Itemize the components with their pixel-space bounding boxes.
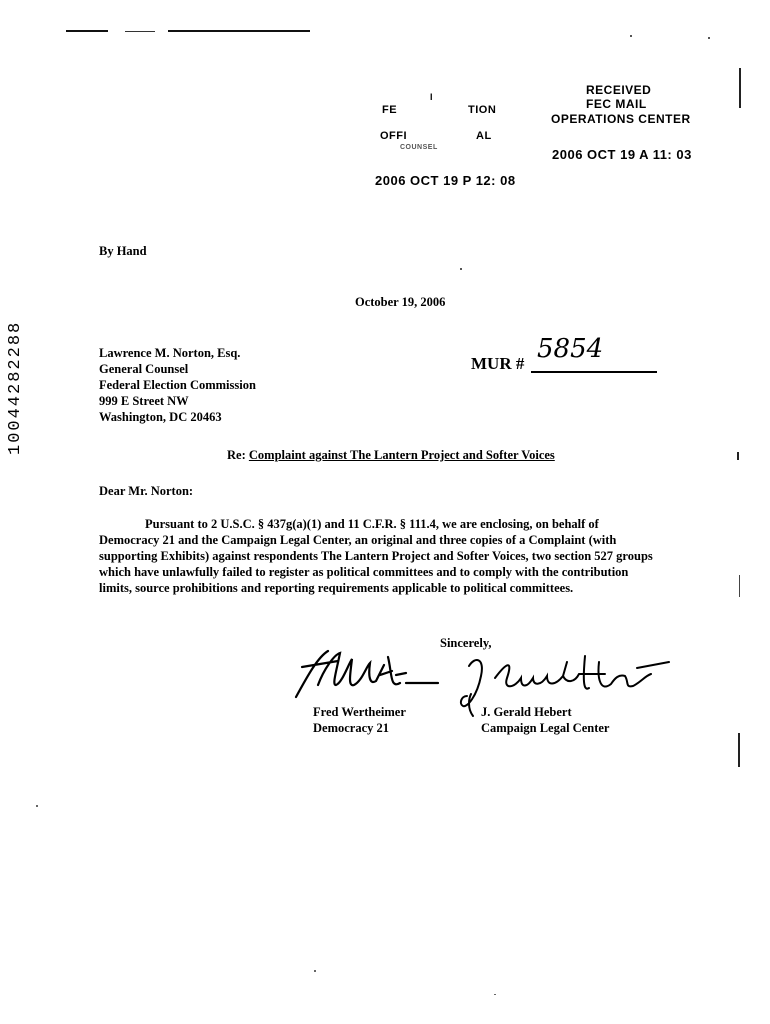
body-paragraph: Pursuant to 2 U.S.C. § 437g(a)(1) and 11 C.F.R. § 111.4, we are enclosing, on behalf of Democracy 21 and the Campaign Legal Center, an original and three copies of a Complaint (with supporting Exhibits) against respondents The Lantern Project and Softer Voices, two section 527 groups which have unlawfully failed to register as political committees and to comply with the contribution limits, source prohibitions and reporting requirements applicable to political committees.: [99, 517, 653, 595]
mur-underline: [531, 371, 657, 373]
received-stamp-line2: FEC MAIL: [586, 97, 647, 111]
scan-speck: [314, 970, 316, 972]
delivery-method: By Hand: [99, 244, 147, 258]
recipient-org: Federal Election Commission: [99, 378, 256, 392]
mur-label: MUR #: [471, 354, 525, 373]
re-prefix: Re:: [227, 448, 246, 462]
signer-2: [481, 704, 609, 736]
scan-mark: [738, 733, 740, 767]
header-rule-right: [168, 30, 310, 32]
document-id: 10044282288: [6, 320, 25, 455]
fec-counsel-date: 2006 OCT 19 P 12: 08: [375, 173, 516, 188]
scan-speck: [630, 35, 632, 37]
stamp-fec-line3: COUNSEL: [400, 144, 438, 151]
signature-wertheimer: [288, 645, 448, 705]
scan-mark: [737, 452, 739, 460]
signer-1-org: Democracy 21: [313, 721, 390, 735]
recipient-street: 999 E Street NW: [99, 394, 189, 408]
re-subject: Complaint against The Lantern Project and Softer Voices: [248, 448, 555, 462]
stamp-fec-line2b: AL: [476, 130, 492, 142]
scan-speck: [494, 994, 496, 995]
recipient-name: Lawrence M. Norton, Esq.: [99, 346, 241, 360]
stamp-fec-line2: OFFI: [380, 130, 408, 142]
closing: Sincerely,: [440, 636, 492, 650]
stamp-fec-line1: FE: [382, 104, 398, 116]
signer-2-org: Campaign Legal Center: [481, 721, 610, 735]
header-rule-mid: [125, 31, 155, 32]
scan-speck: [708, 37, 710, 39]
recipient-city: Washington, DC 20463: [99, 410, 222, 424]
received-stamp-line3: OPERATIONS CENTER: [551, 112, 691, 126]
signer-1-name: Fred Wertheimer: [313, 705, 406, 719]
signer-1: [313, 704, 406, 736]
letter-date: October 19, 2006: [355, 295, 446, 309]
salutation: Dear Mr. Norton:: [99, 484, 194, 498]
header-rule-left: [66, 30, 108, 32]
recipient-title: General Counsel: [99, 362, 189, 376]
recipient-block: [99, 345, 256, 425]
stamp-fec-line1c: TION: [468, 104, 497, 116]
scan-mark: [739, 575, 740, 597]
signer-2-name: J. Gerald Hebert: [481, 705, 572, 719]
re-line: [227, 447, 555, 463]
received-stamp-date: 2006 OCT 19 A 11: 03: [552, 147, 692, 162]
received-stamp-line1: RECEIVED: [586, 83, 652, 97]
scan-speck: [36, 805, 38, 807]
scan-mark: [739, 68, 741, 108]
mur-number: 5854: [537, 334, 604, 364]
mur-field: [471, 334, 661, 376]
stamp-fec-line1b: I: [430, 92, 434, 102]
scan-speck: [460, 268, 462, 270]
